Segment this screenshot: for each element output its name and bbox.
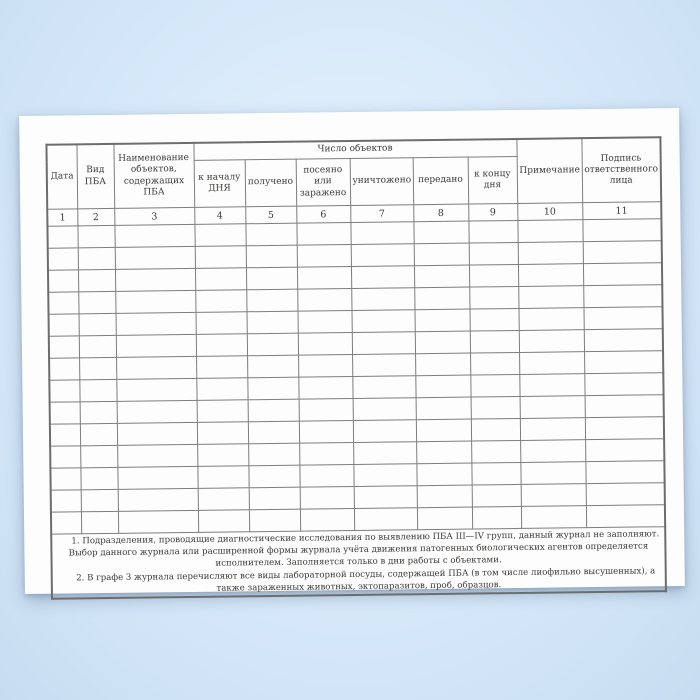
empty-cell <box>81 489 118 511</box>
footnote-1: 1. Подразделения, проводящие диагностические исследования по выявлению ПБА III—IV групп, данный журнал не заполняют. Выбор данного журнала или расширенной формы журнала учёта движения патогенных биологических агентов определяется исполнителем. Заполняется только в дни работы с объектами. <box>68 529 660 570</box>
empty-cell <box>81 511 118 533</box>
empty-cell <box>117 400 197 423</box>
header-object-name: Наименование объектов, содержащих ПБА <box>113 143 194 208</box>
empty-cell <box>48 270 78 292</box>
header-date: Дата <box>46 144 77 209</box>
header-pba-type: Вид ПБА <box>76 144 114 209</box>
empty-cell <box>195 268 246 291</box>
empty-cell <box>115 268 195 291</box>
column-number-cell: 7 <box>350 205 413 223</box>
empty-cell <box>247 311 298 334</box>
footnotes-row <box>51 527 666 599</box>
empty-cell <box>582 219 661 242</box>
header-object-count-group: Число объектов <box>193 139 516 160</box>
empty-cell <box>117 422 197 445</box>
empty-cell <box>413 221 468 244</box>
header-end-of-day: к концу дня <box>468 156 518 204</box>
empty-cell <box>417 507 472 530</box>
empty-cell <box>517 220 582 243</box>
empty-cell <box>586 483 665 506</box>
empty-cell <box>520 396 585 419</box>
empty-cell <box>249 509 300 532</box>
empty-cell <box>300 508 354 531</box>
empty-cell <box>80 467 117 489</box>
empty-cell <box>469 242 518 265</box>
empty-cell <box>299 420 353 443</box>
empty-cell <box>197 400 248 423</box>
empty-cell <box>352 310 415 333</box>
empty-cell <box>50 402 80 424</box>
empty-cell <box>77 225 114 247</box>
empty-cell <box>415 353 470 376</box>
empty-cell <box>299 398 353 421</box>
empty-cell <box>416 441 471 464</box>
header-signature: Подпись ответственного лица <box>581 137 661 202</box>
empty-cell <box>78 269 115 291</box>
empty-cell <box>469 286 518 309</box>
empty-cell <box>353 420 416 443</box>
empty-cell <box>520 418 585 441</box>
empty-cell <box>518 286 583 309</box>
empty-cell <box>584 329 663 352</box>
empty-cell <box>414 265 469 288</box>
empty-cell <box>520 462 585 485</box>
empty-cell <box>298 354 352 377</box>
empty-cell <box>297 267 351 290</box>
empty-cell <box>116 312 196 335</box>
empty-cell <box>299 442 353 465</box>
empty-cell <box>354 486 417 509</box>
empty-cell <box>296 223 350 246</box>
empty-cell <box>114 224 194 247</box>
empty-cell <box>49 336 79 358</box>
empty-cell <box>47 226 77 248</box>
empty-cell <box>415 375 470 398</box>
empty-cell <box>80 401 117 423</box>
empty-cell <box>78 291 115 313</box>
empty-cell <box>518 242 583 265</box>
empty-cell <box>469 264 518 287</box>
empty-cell <box>79 379 116 401</box>
empty-cell <box>521 506 586 529</box>
empty-cell <box>583 241 662 264</box>
empty-cell <box>416 463 471 486</box>
empty-cell <box>51 512 81 534</box>
empty-cell <box>247 377 298 400</box>
empty-cell <box>247 333 298 356</box>
empty-cell <box>468 220 517 243</box>
table-header <box>46 137 661 226</box>
empty-cell <box>300 486 354 509</box>
column-number-cell: 6 <box>296 206 350 224</box>
empty-cell <box>248 465 299 488</box>
column-number-cell: 2 <box>77 208 114 225</box>
empty-cell <box>521 484 586 507</box>
empty-cell <box>352 376 415 399</box>
footnotes <box>51 527 666 599</box>
empty-cell <box>298 376 352 399</box>
empty-cell <box>50 446 80 468</box>
column-number-cell: 11 <box>582 202 661 220</box>
empty-cell <box>116 356 196 379</box>
empty-cell <box>48 248 78 270</box>
column-number-cell: 5 <box>245 206 296 224</box>
empty-cell <box>197 466 248 489</box>
column-number-cell: 10 <box>517 203 582 221</box>
empty-cell <box>415 331 470 354</box>
empty-cell <box>117 466 197 489</box>
empty-cell <box>415 309 470 332</box>
empty-cell <box>414 287 469 310</box>
empty-cell <box>416 397 471 420</box>
empty-cell <box>585 461 664 484</box>
empty-cell <box>79 313 116 335</box>
empty-cell <box>471 440 520 463</box>
empty-cell <box>196 334 247 357</box>
empty-cell <box>519 330 584 353</box>
empty-cell <box>118 510 198 533</box>
empty-cell <box>195 290 246 313</box>
empty-cell <box>246 245 297 268</box>
empty-cell <box>49 380 79 402</box>
empty-cell <box>584 307 663 330</box>
header-received: получено <box>245 159 297 207</box>
empty-cell <box>354 508 417 531</box>
empty-cell <box>297 245 351 268</box>
empty-cell <box>115 246 195 269</box>
empty-cell <box>80 423 117 445</box>
header-start-of-day: к началу ДНЯ <box>194 160 246 208</box>
empty-cell <box>583 263 662 286</box>
empty-cell <box>115 290 195 313</box>
empty-cell <box>298 333 352 356</box>
empty-cell <box>117 444 197 467</box>
empty-cell <box>246 267 297 290</box>
empty-cell <box>472 484 521 507</box>
table-body <box>47 219 665 534</box>
empty-cell <box>585 417 664 440</box>
empty-cell <box>197 444 248 467</box>
empty-cell <box>248 399 299 422</box>
empty-cell <box>196 312 247 335</box>
empty-cell <box>469 308 518 331</box>
empty-cell <box>248 443 299 466</box>
empty-cell <box>51 490 81 512</box>
empty-cell <box>350 222 413 245</box>
empty-cell <box>195 246 246 269</box>
empty-cell <box>585 439 664 462</box>
empty-cell <box>196 378 247 401</box>
footnote-2: 2. В графе 3 журнала перечисляют все виды лабораторной посуды, содержащей ПБА (в том числе лиофильно высушенных), а также зараженных животных, эктопаразитов, проб, образцов. <box>76 565 656 594</box>
column-number-cell: 9 <box>468 203 517 221</box>
empty-cell <box>246 289 297 312</box>
header-remark: Примечание <box>516 138 582 203</box>
empty-cell <box>351 244 414 267</box>
empty-cell <box>80 445 117 467</box>
empty-cell <box>116 334 196 357</box>
empty-cell <box>79 335 116 357</box>
empty-cell <box>299 464 353 487</box>
document-sheet <box>19 108 685 594</box>
empty-cell <box>197 422 248 445</box>
empty-cell <box>50 424 80 446</box>
empty-cell <box>245 223 296 246</box>
empty-cell <box>353 464 416 487</box>
footnotes-section <box>51 527 666 599</box>
empty-cell <box>584 351 663 374</box>
empty-cell <box>352 332 415 355</box>
header-seeded-or-infected: посеяно или заражено <box>296 159 351 207</box>
empty-cell <box>470 330 519 353</box>
empty-cell <box>50 468 80 490</box>
empty-cell <box>116 378 196 401</box>
empty-cell <box>519 352 584 375</box>
empty-cell <box>194 224 245 247</box>
column-number-cell: 1 <box>47 209 77 226</box>
empty-cell <box>49 314 79 336</box>
empty-cell <box>472 506 521 529</box>
empty-cell <box>519 374 584 397</box>
header-destroyed: уничтожено <box>350 158 414 206</box>
empty-cell <box>417 485 472 508</box>
empty-cell <box>49 358 79 380</box>
column-number-cell: 4 <box>194 207 245 225</box>
empty-cell <box>519 308 584 331</box>
empty-cell <box>249 487 300 510</box>
empty-cell <box>351 266 414 289</box>
empty-cell <box>297 289 351 312</box>
empty-cell <box>78 247 115 269</box>
empty-cell <box>518 264 583 287</box>
empty-cell <box>247 355 298 378</box>
empty-cell <box>583 285 662 308</box>
empty-cell <box>248 421 299 444</box>
pba-log-table <box>45 136 667 600</box>
empty-cell <box>79 357 116 379</box>
empty-cell <box>584 373 663 396</box>
empty-cell <box>353 442 416 465</box>
empty-cell <box>520 440 585 463</box>
empty-cell <box>198 510 249 533</box>
empty-cell <box>471 462 520 485</box>
empty-cell <box>352 354 415 377</box>
empty-cell <box>353 398 416 421</box>
empty-cell <box>298 311 352 334</box>
empty-cell <box>470 352 519 375</box>
empty-cell <box>471 418 520 441</box>
empty-cell <box>48 292 78 314</box>
empty-cell <box>586 505 665 528</box>
empty-cell <box>118 488 198 511</box>
empty-cell <box>198 488 249 511</box>
empty-cell <box>416 419 471 442</box>
column-number-cell: 3 <box>114 207 194 225</box>
empty-cell <box>471 396 520 419</box>
column-number-cell: 8 <box>413 204 468 222</box>
empty-cell <box>585 395 664 418</box>
empty-cell <box>196 356 247 379</box>
header-transferred: передано <box>413 157 469 205</box>
empty-cell <box>414 243 469 266</box>
empty-cell <box>351 288 414 311</box>
empty-cell <box>470 374 519 397</box>
